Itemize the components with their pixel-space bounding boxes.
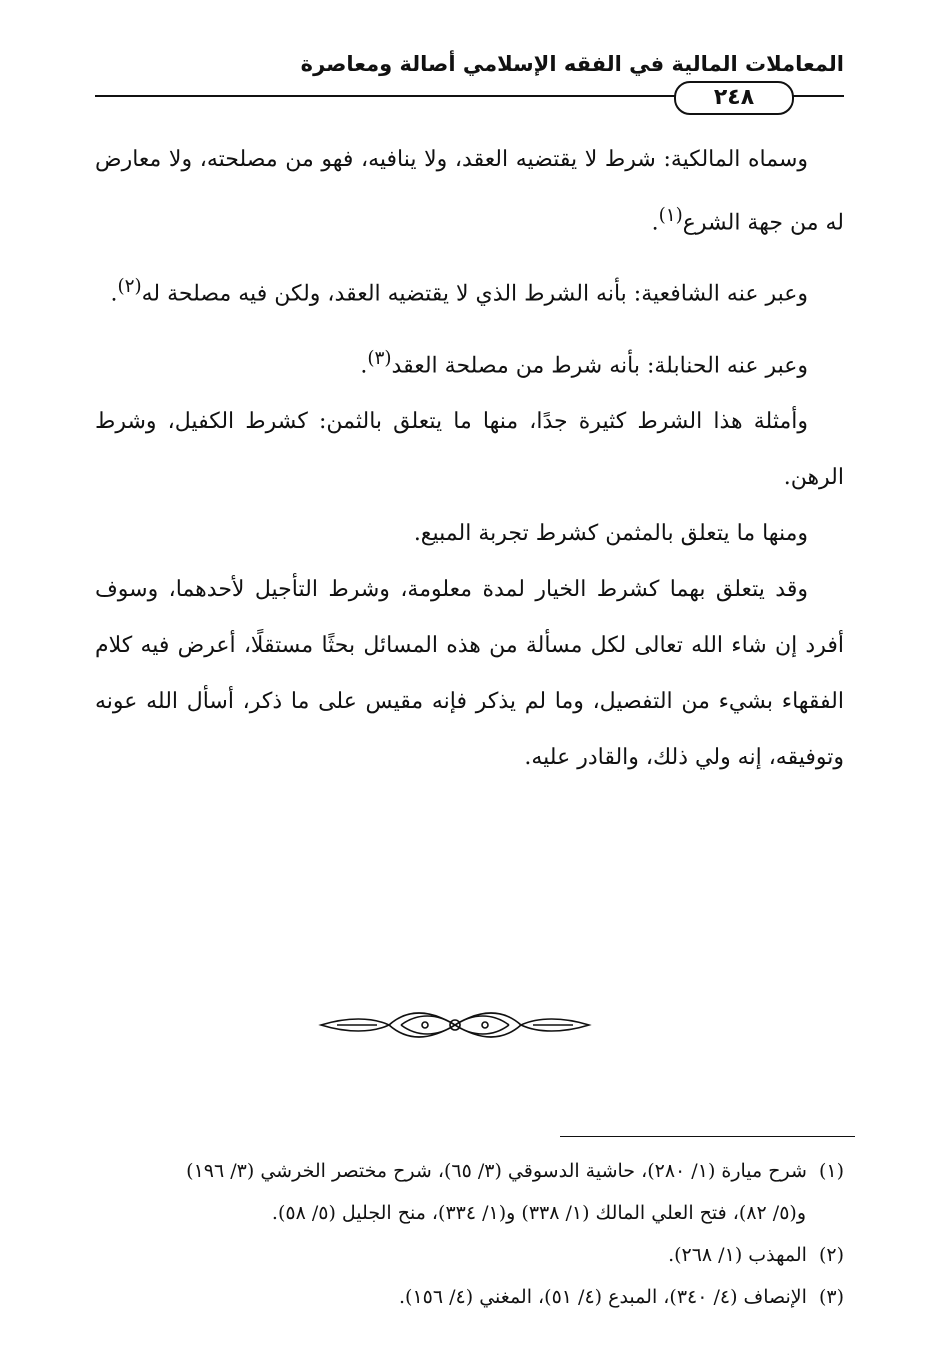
footnote-3: (٣)الإنصاف (٤/ ٣٤٠)، المبدع (٤/ ٥١)، المغني (٤/ ١٥٦). [399,1286,844,1308]
footnote-separator [560,1136,855,1137]
paragraph-examples: وأمثلة هذا الشرط كثيرة جدًا، منها ما يتعلق بالثمن: كشرط الكفيل، وشرط الرهن. [95,408,844,490]
page-number: ٢٤٨ [674,81,794,115]
main-text [95,132,844,786]
paragraph-maliki: وسماه المالكية: شرط لا يقتضيه العقد، ولا ينافيه، فهو من مصلحته، ولا معارض له من جهة الشرع$^{(١)}$. [95,147,844,236]
running-title: المعاملات المالية في الفقه الإسلامي أصالة ومعاصرة [300,52,844,76]
footnotes [82,1150,844,1318]
paragraph-conclusion: وقد يتعلق بهما كشرط الخيار لمدة معلومة، وشرط التأجيل لأحدهما، وسوف أفرد إن شاء الله تعالى لكل مسألة من هذه المسائل بحثًا مستقلًا، أعرض فيه كلام الفقهاء بشيء من التفصيل، وما لم يذكر فإنه مقيس على ما ذكر، أسأل الله عونه وتوفيقه، إنه ولي ذلك، والقادر عليه. [95,576,844,770]
footnote-1: (١)شرح ميارة (١/ ٢٨٠)، حاشية الدسوقي (٣/ ٦٥)، شرح مختصر الخرشي (٣/ ١٩٦) و(٥/ ٨٢)، فتح العلي المالك (١/ ٣٣٨) و(١/ ٣٣٤)، منح الجليل (٥/ ٥٨). [186,1160,844,1224]
paragraph-mathman: ومنها ما يتعلق بالمثمن كشرط تجربة المبيع. [413,520,808,546]
decorative-ornament [317,1003,593,1047]
footnote-ref-3: (٣) [367,347,392,369]
footnote-ref-1: (١) [658,205,683,226]
paragraph-shafii: وعبر عنه الشافعية: بأنه الشرط الذي لا يقتضيه العقد، ولكن فيه مصلحة له$^{(٢)}$. [110,276,808,307]
paragraph-hanbali: وعبر عنه الحنابلة: بأنه شرط من مصلحة العقد$^{(٣)}$. [360,347,808,378]
footnote-ref-2: (٢) [117,276,142,298]
footnote-2: (٢)المهذب (١/ ٢٦٨). [668,1244,844,1266]
